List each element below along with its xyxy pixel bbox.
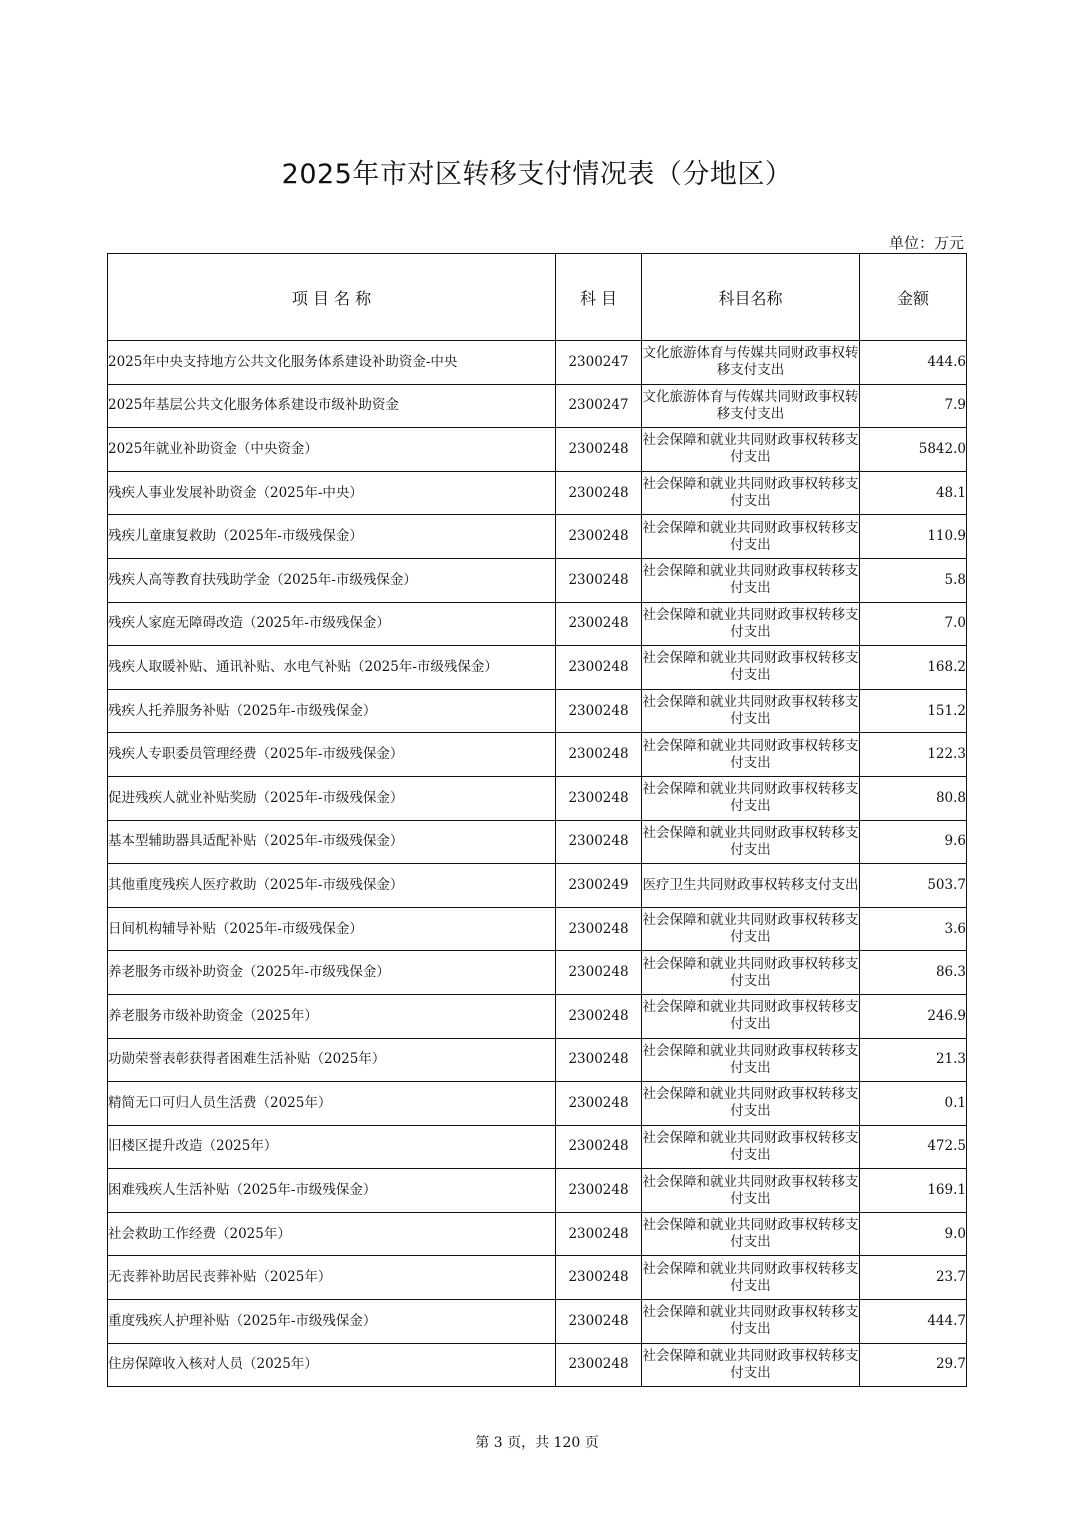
cell-subject-name: 社会保障和就业共同财政事权转移支付支出 (642, 994, 860, 1038)
cell-subject-name: 社会保障和就业共同财政事权转移支付支出 (642, 1343, 860, 1387)
cell-subject-code: 2300248 (556, 689, 642, 733)
cell-amount: 23.7 (860, 1256, 967, 1300)
table-row (108, 1169, 967, 1213)
cell-subject-name: 社会保障和就业共同财政事权转移支付支出 (642, 646, 860, 690)
cell-subject-name: 社会保障和就业共同财政事权转移支付支出 (642, 471, 860, 515)
table-row (108, 515, 967, 559)
cell-subject-name: 社会保障和就业共同财政事权转移支付支出 (642, 1300, 860, 1344)
cell-subject-name: 社会保障和就业共同财政事权转移支付支出 (642, 733, 860, 777)
cell-subject-name: 社会保障和就业共同财政事权转移支付支出 (642, 602, 860, 646)
table-header-row (108, 254, 967, 341)
cell-subject-name: 社会保障和就业共同财政事权转移支付支出 (642, 820, 860, 864)
cell-subject-code: 2300248 (556, 1082, 642, 1126)
cell-subject-code: 2300248 (556, 907, 642, 951)
table-row (108, 994, 967, 1038)
cell-subject-code: 2300248 (556, 951, 642, 995)
cell-subject-code: 2300248 (556, 515, 642, 559)
unit-label: 单位：万元 (888, 234, 964, 252)
cell-amount: 48.1 (860, 471, 967, 515)
cell-project-name: 2025年就业补助资金（中央资金） (108, 428, 556, 472)
cell-amount: 110.9 (860, 515, 967, 559)
cell-project-name: 精简无口可归人员生活费（2025年） (108, 1082, 556, 1126)
cell-amount: 29.7 (860, 1343, 967, 1387)
cell-subject-code: 2300248 (556, 602, 642, 646)
cell-subject-name: 社会保障和就业共同财政事权转移支付支出 (642, 1082, 860, 1126)
cell-amount: 151.2 (860, 689, 967, 733)
cell-subject-code: 2300248 (556, 1038, 642, 1082)
cell-project-name: 2025年基层公共文化服务体系建设市级补助资金 (108, 384, 556, 428)
table-row (108, 1082, 967, 1126)
table-row (108, 602, 967, 646)
cell-subject-name: 社会保障和就业共同财政事权转移支付支出 (642, 1256, 860, 1300)
cell-project-name: 无丧葬补助居民丧葬补贴（2025年） (108, 1256, 556, 1300)
header-subject-name: 科目名称 (642, 254, 860, 341)
cell-amount: 0.1 (860, 1082, 967, 1126)
cell-project-name: 促进残疾人就业补贴奖励（2025年-市级残保金） (108, 776, 556, 820)
cell-subject-code: 2300248 (556, 1343, 642, 1387)
table-row (108, 646, 967, 690)
cell-project-name: 困难残疾人生活补贴（2025年-市级残保金） (108, 1169, 556, 1213)
cell-subject-code: 2300248 (556, 994, 642, 1038)
cell-amount: 7.9 (860, 384, 967, 428)
cell-subject-code: 2300247 (556, 341, 642, 385)
table-row (108, 471, 967, 515)
cell-project-name: 残疾人取暖补贴、通讯补贴、水电气补贴（2025年-市级残保金） (108, 646, 556, 690)
cell-subject-name: 文化旅游体育与传媒共同财政事权转移支付支出 (642, 384, 860, 428)
cell-project-name: 重度残疾人护理补贴（2025年-市级残保金） (108, 1300, 556, 1344)
cell-subject-code: 2300248 (556, 1212, 642, 1256)
table-row (108, 558, 967, 602)
cell-subject-name: 文化旅游体育与传媒共同财政事权转移支付支出 (642, 341, 860, 385)
table-row (108, 776, 967, 820)
cell-project-name: 残疾人专职委员管理经费（2025年-市级残保金） (108, 733, 556, 777)
table-row (108, 907, 967, 951)
page-footer: 第 3 页，共 120 页 (475, 1435, 599, 1451)
cell-project-name: 2025年中央支持地方公共文化服务体系建设补助资金-中央 (108, 341, 556, 385)
cell-subject-name: 社会保障和就业共同财政事权转移支付支出 (642, 951, 860, 995)
cell-project-name: 残疾儿童康复救助（2025年-市级残保金） (108, 515, 556, 559)
cell-subject-code: 2300248 (556, 1169, 642, 1213)
cell-subject-code: 2300248 (556, 820, 642, 864)
table-row (108, 689, 967, 733)
cell-project-name: 残疾人托养服务补贴（2025年-市级残保金） (108, 689, 556, 733)
cell-amount: 168.2 (860, 646, 967, 690)
transfer-payment-table (107, 253, 967, 1387)
table-row (108, 341, 967, 385)
cell-subject-code: 2300248 (556, 471, 642, 515)
table-row (108, 1343, 967, 1387)
cell-subject-name: 社会保障和就业共同财政事权转移支付支出 (642, 907, 860, 951)
cell-amount: 5842.0 (860, 428, 967, 472)
cell-amount: 444.7 (860, 1300, 967, 1344)
table-row (108, 428, 967, 472)
table-body (108, 341, 967, 1387)
cell-subject-name: 社会保障和就业共同财政事权转移支付支出 (642, 776, 860, 820)
cell-subject-name: 社会保障和就业共同财政事权转移支付支出 (642, 515, 860, 559)
cell-project-name: 基本型辅助器具适配补贴（2025年-市级残保金） (108, 820, 556, 864)
cell-project-name: 住房保障收入核对人员（2025年） (108, 1343, 556, 1387)
cell-project-name: 养老服务市级补助资金（2025年） (108, 994, 556, 1038)
table-row (108, 384, 967, 428)
header-amount: 金额 (860, 254, 967, 341)
cell-subject-name: 社会保障和就业共同财政事权转移支付支出 (642, 1169, 860, 1213)
cell-amount: 5.8 (860, 558, 967, 602)
cell-subject-code: 2300248 (556, 1256, 642, 1300)
cell-project-name: 社会救助工作经费（2025年） (108, 1212, 556, 1256)
header-project-name: 项 目 名 称 (108, 254, 556, 341)
table-row (108, 820, 967, 864)
table-row (108, 864, 967, 908)
cell-subject-code: 2300248 (556, 1125, 642, 1169)
cell-project-name: 旧楼区提升改造（2025年） (108, 1125, 556, 1169)
cell-project-name: 残疾人高等教育扶残助学金（2025年-市级残保金） (108, 558, 556, 602)
cell-subject-name: 社会保障和就业共同财政事权转移支付支出 (642, 558, 860, 602)
table-row (108, 1256, 967, 1300)
page-title: 2025年市对区转移支付情况表（分地区） (281, 159, 793, 190)
cell-amount: 80.8 (860, 776, 967, 820)
cell-amount: 3.6 (860, 907, 967, 951)
table-row (108, 1212, 967, 1256)
cell-amount: 9.0 (860, 1212, 967, 1256)
cell-amount: 122.3 (860, 733, 967, 777)
cell-amount: 21.3 (860, 1038, 967, 1082)
cell-project-name: 养老服务市级补助资金（2025年-市级残保金） (108, 951, 556, 995)
cell-subject-code: 2300248 (556, 646, 642, 690)
cell-amount: 86.3 (860, 951, 967, 995)
table-row (108, 951, 967, 995)
cell-amount: 503.7 (860, 864, 967, 908)
cell-subject-code: 2300248 (556, 558, 642, 602)
cell-amount: 444.6 (860, 341, 967, 385)
cell-subject-name: 社会保障和就业共同财政事权转移支付支出 (642, 428, 860, 472)
cell-project-name: 残疾人家庭无障碍改造（2025年-市级残保金） (108, 602, 556, 646)
cell-project-name: 日间机构辅导补贴（2025年-市级残保金） (108, 907, 556, 951)
cell-subject-name: 社会保障和就业共同财政事权转移支付支出 (642, 689, 860, 733)
cell-amount: 472.5 (860, 1125, 967, 1169)
cell-subject-code: 2300248 (556, 428, 642, 472)
cell-project-name: 其他重度残疾人医疗救助（2025年-市级残保金） (108, 864, 556, 908)
cell-subject-name: 社会保障和就业共同财政事权转移支付支出 (642, 1212, 860, 1256)
cell-amount: 169.1 (860, 1169, 967, 1213)
cell-amount: 7.0 (860, 602, 967, 646)
cell-amount: 9.6 (860, 820, 967, 864)
cell-subject-code: 2300248 (556, 1300, 642, 1344)
cell-subject-name: 社会保障和就业共同财政事权转移支付支出 (642, 1038, 860, 1082)
cell-subject-code: 2300247 (556, 384, 642, 428)
cell-subject-name: 社会保障和就业共同财政事权转移支付支出 (642, 1125, 860, 1169)
cell-subject-code: 2300248 (556, 776, 642, 820)
cell-subject-code: 2300248 (556, 733, 642, 777)
cell-amount: 246.9 (860, 994, 967, 1038)
table-row (108, 1300, 967, 1344)
cell-project-name: 残疾人事业发展补助资金（2025年-中央） (108, 471, 556, 515)
cell-subject-code: 2300249 (556, 864, 642, 908)
header-subject-code: 科 目 (556, 254, 642, 341)
cell-project-name: 功勋荣誉表彰获得者困难生活补贴（2025年） (108, 1038, 556, 1082)
table-row (108, 733, 967, 777)
table-row (108, 1038, 967, 1082)
table-row (108, 1125, 967, 1169)
cell-subject-name: 医疗卫生共同财政事权转移支付支出 (642, 864, 860, 908)
